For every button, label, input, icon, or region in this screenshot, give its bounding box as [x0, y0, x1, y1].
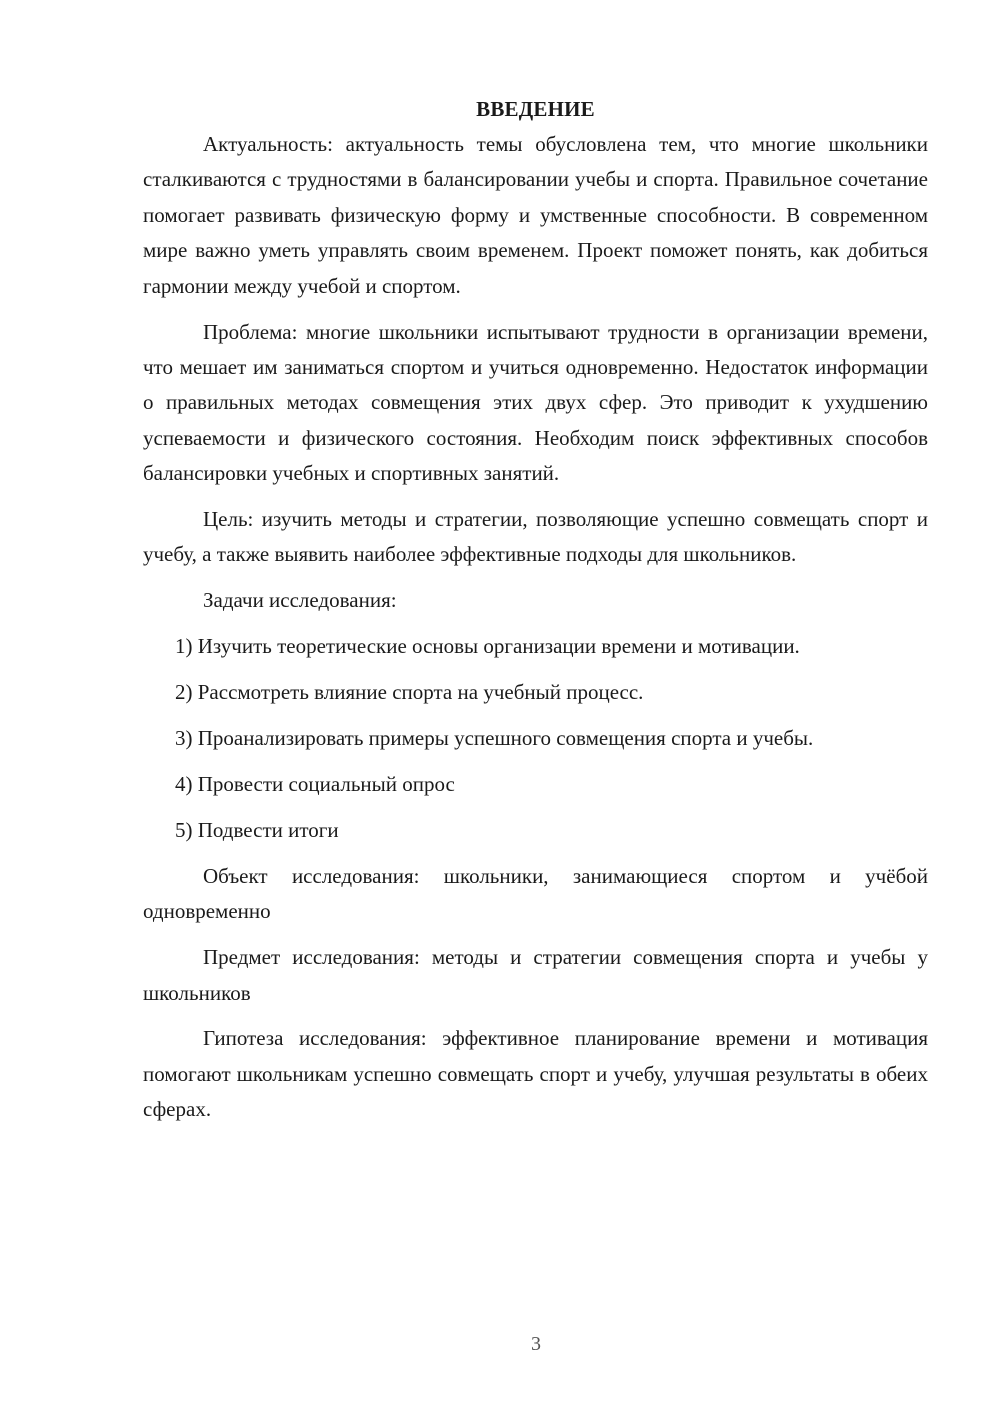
document-page	[143, 92, 928, 1138]
task-item: 2) Рассмотреть влияние спорта на учебный процесс.	[175, 680, 644, 705]
relevance-paragraph: Актуальность: актуальность темы обусловлена тем, что многие школьники сталкиваются с трудностями в балансировании учебы и спорта. Правильное сочетание помогает развивать физическую форму и умственные способности. В современном мире важно уметь управлять своим временем. Проект поможет понять, как добиться гармонии между учебой и спортом.	[143, 132, 928, 298]
subject-paragraph: Предмет исследования: методы и стратегии совмещения спорта и учебы у школьников	[143, 945, 928, 1005]
task-item: 3) Проанализировать примеры успешного совмещения спорта и учебы.	[175, 726, 814, 751]
problem-paragraph: Проблема: многие школьники испытывают трудности в организации времени, что мешает им заниматься спортом и учиться одновременно. Недостаток информации о правильных методах совмещения этих двух сфер. Это приводит к ухудшению успеваемости и физического состояния. Необходим поиск эффективных способов балансировки учебных и спортивных занятий.	[143, 319, 928, 486]
task-item: 4) Провести социальный опрос	[175, 772, 455, 796]
page-title: ВВЕДЕНИЕ	[476, 97, 595, 121]
tasks-title: Задачи исследования:	[203, 588, 397, 613]
task-item: 5) Подвести итоги	[175, 817, 339, 842]
page-number: 3	[531, 1333, 541, 1355]
task-item: 1) Изучить теоретические основы организации времени и мотивации.	[175, 634, 800, 659]
object-paragraph: Объект исследования: школьники, занимающиеся спортом и учёбой одновременно	[143, 863, 928, 924]
hypothesis-paragraph: Гипотеза исследования: эффективное планирование времени и мотивация помогают школьникам успешно совмещать спорт и учебу, улучшая результаты в обеих сферах.	[143, 1026, 928, 1122]
goal-paragraph: Цель: изучить методы и стратегии, позволяющие успешно совмещать спорт и учебу, а также выявить наиболее эффективные подходы для школьников.	[143, 507, 928, 567]
